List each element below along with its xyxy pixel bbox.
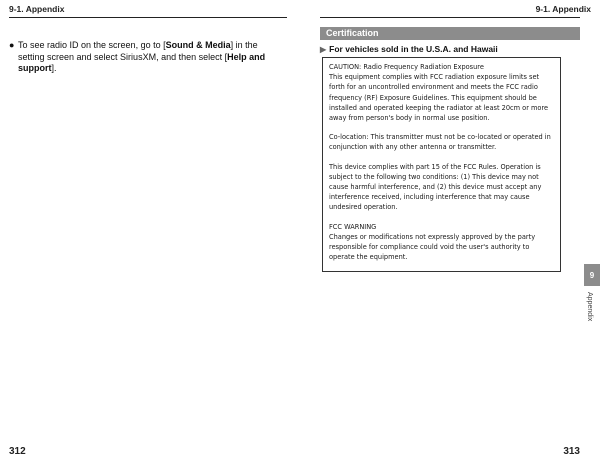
fcc-certification-box [322,57,561,272]
subheading [320,44,580,54]
instruction-part3: ]. [51,63,57,73]
part15-paragraph: This device complies with part 15 of the FCC Rules. Operation is subject to the following two conditions: (1) This device may not cause harmful interference, and (2) this device must accept any interference received, including interference that may cause undesired operation. [329,162,542,212]
instruction-part1: To see radio ID on the screen, go to [ [18,40,166,50]
header-rule-left [9,17,287,18]
header-left: 9-1. Appendix [9,4,65,14]
radio-id-instruction [9,40,271,75]
fcc-warning-paragraph [329,222,554,263]
header-right: 9-1. Appendix [535,4,591,14]
page-number-right: 313 [563,446,580,457]
page-number-left: 312 [9,446,26,457]
chapter-tab: 9 [584,264,600,286]
fcc-warning-body: Changes or modifications not expressly approved by the party responsible for compliance could void the user's authority to operate the equipment. [329,232,536,262]
instruction-bold-sound-media: Sound & Media [165,40,231,50]
section-title-certification: Certification [320,27,580,40]
bullet-icon: ● [9,40,15,50]
triangle-right-icon: ▶ [320,44,327,54]
caution-paragraph [329,62,554,123]
header-rule-right [320,17,580,18]
instruction-part2: ] in the setting screen and select SiriusXM, and then select [ [18,40,258,62]
subheading-text: For vehicles sold in the U.S.A. and Hawaii [329,44,498,54]
instruction-text [18,40,271,75]
chapter-tab-label: Appendix [586,292,593,322]
caution-body: This equipment complies with FCC radiation exposure limits set forth for an uncontrolled environment and meets the FCC radio frequency (RF) Exposure Guidelines. This equipment should be installed and operated keeping the radiator at least 20cm or more away from person's body in normal use position. [329,73,549,123]
fcc-warning-title: FCC WARNING [329,222,377,231]
colocation-paragraph: Co-location: This transmitter must not be co-located or operated in conjunction with any other antenna or transmitter. [329,133,551,152]
instruction-bold-help-support: Help and support [18,51,266,73]
caution-title: CAUTION: Radio Frequency Radiation Exposure [329,63,484,71]
